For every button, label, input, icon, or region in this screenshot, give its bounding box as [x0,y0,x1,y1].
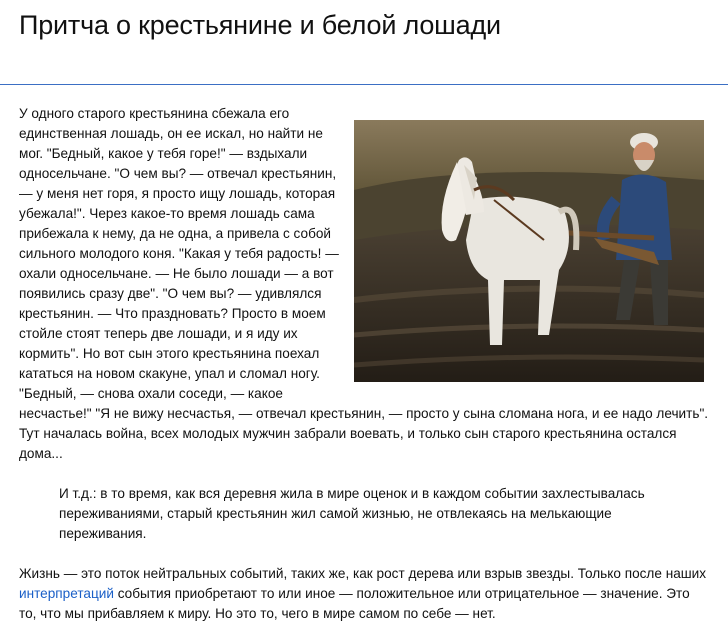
ploughman-painting [354,120,704,382]
story-paragraph: У одного старого крестьянина сбежала его единственная лошадь, он ее искал, но найти не мог. "Бедный, какое у тебя горе!" — вздыхали односельчане. "О чем вы? — отвечал крестьянин, — у меня нет горя, я просто ищу лошадь, которая убежала!". Через какое-то время лошадь сама прибежала к нему, да не одна, а привела с собой сильного молодого коня. "Какая у тебя радость! — охали односельчане. — Не было лошади — а вот появились сразу две". "О чем вы? — удивлялся крестьянин. — Что праздновать? Просто в моем стойле стоят теперь две лошади, и я иду их кормить". Но вот сын этого крестьянина поехал кататься на новом скакуне, упал и сломал ногу. "Бедный, — снова охали соседи, — какое несчастье!" "Я не вижу несчастья, — отвечал крестьянин, — просто у сына сломана нога, и ее надо лечить". Тут началась война, всех молодых мужчин забрали воевать, и только сын старого крестьянина остался дома... [19,106,709,461]
conclusion-text-start: Жизнь — это поток нейтральных событий, таких же, как рост дерева или взрыв звезды. Только после наших [19,566,707,581]
page-title: Притча о крестьянине и белой лошади [19,10,501,40]
painting-image [354,120,704,382]
story-continuation-quote: И т.д.: в то время, как вся деревня жила в мире оценок и в каждом событии захлестывалась переживаниями, старый крестьянин жил самой жизнью, не отвлекаясь на мелькающие переживания. [59,486,645,541]
title-divider [0,84,728,85]
conclusion-text-end: события приобретают то или иное — положительное или отрицательное — значение. Это то, что мы прибавляем к миру. Но это то, чего в мире самом по себе — нет. [19,586,690,621]
interpretations-link[interactable]: интерпретаций [19,586,114,601]
conclusion-paragraph [19,564,709,624]
article-body [19,104,709,624]
